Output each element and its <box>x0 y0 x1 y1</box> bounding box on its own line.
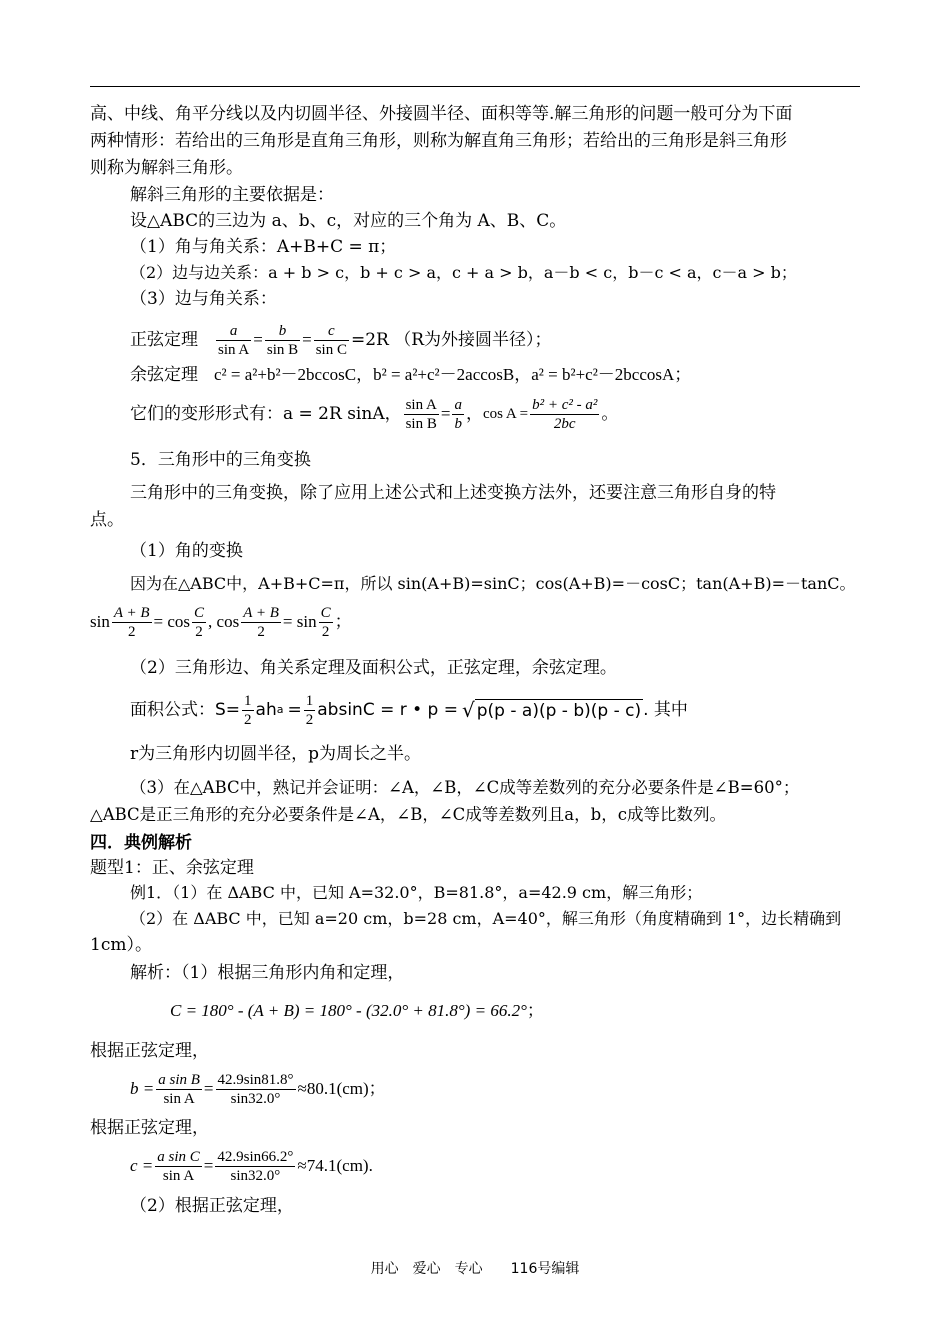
text-line: （3）在△ABC中，熟记并会证明：∠A，∠B，∠C成等差数列的充分必要条件是∠B=60°； <box>130 778 800 797</box>
fraction: $\frac{b}{\text{sin B}}$ <box>266 322 299 358</box>
area-formula: 面积公式：S= $\frac{1}{2}$ ah a = $\frac{1}{2}$ absinC = r • p = √ p(p - a)(p - b)(p - c) . 其中 <box>130 692 688 728</box>
text-line: （2）边与边关系：a + b > c，b + c > a，c + a > b，a－b < c，b－c < a，c－a > b； <box>130 263 797 282</box>
fraction: $\frac{c}{\text{sin C}}$ <box>315 322 347 358</box>
variant-forms: 它们的变形形式有：a = 2R sinA， $\frac{\text{sin A}}{\text{sin B}}$ = $\frac{a}{b}$ ， cos A = $\frac{\text{b² + c² - a²}}{2bc}$ 。 <box>130 396 619 432</box>
fraction: $\frac{\text{a sin C}}{\text{sin A}}$ <box>157 1148 200 1184</box>
fraction: $\frac{a}{b}$ <box>454 396 462 432</box>
text-line: （2）根据正弦定理， <box>130 1196 294 1216</box>
half-angle-formula: sin $\frac{A + B}{2}$ = cos $\frac{C}{2}$ , cos $\frac{A + B}{2}$ = sin $\frac{C}{2}$ ； <box>90 604 352 640</box>
fraction: $\frac{\text{b² + c² - a²}}{2bc}$ <box>532 396 598 432</box>
text-line: 点。 <box>90 510 124 530</box>
formula-line: C = 180° - (A + B) = 180° - (32.0° + 81.8°) = 66.2°； <box>170 1001 544 1020</box>
page-footer: 用心 爱心 专心 116号编辑 <box>370 1261 580 1277</box>
text-line: （2）三角形边、角关系定理及面积公式，正弦定理，余弦定理。 <box>130 658 617 678</box>
text-line: 根据正弦定理， <box>90 1118 209 1138</box>
fraction: $\frac{C}{2}$ <box>194 604 205 640</box>
fraction: $\frac{C}{2}$ <box>320 604 331 640</box>
text-line: 因为在△ABC中，A+B+C=π，所以 sin(A+B)=sinC；cos(A+B)=－cosC；tan(A+B)=－tanC。 <box>130 574 856 593</box>
text-line: 例1．（1）在 ΔABC 中，已知 A=32.0°，B=81.8°，a=42.9 cm，解三角形； <box>130 883 703 902</box>
fraction: $\frac{A + B}{2}$ <box>243 604 279 640</box>
text-line: 根据正弦定理， <box>90 1041 209 1061</box>
formula-b: b = $\frac{\text{a sin B}}{\text{sin A}}$ = $\frac{42.9\sin 81.8^\circ}{\sin 32.0^\circ}$ ≈80.1(cm)； <box>130 1071 386 1107</box>
text-line: 两种情形：若给出的三角形是直角三角形，则称为解直角三角形；若给出的三角形是斜三角形 <box>90 131 787 151</box>
sine-law: 正弦定理 $\frac{a}{\text{sin A}}$ = $\frac{b}{\text{sin B}}$ = $\frac{c}{\text{sin C}}$ =2R （R为外接圆半径）； <box>130 322 552 358</box>
fraction: $\frac{\text{sin A}}{\text{sin B}}$ <box>405 396 437 432</box>
section-heading: 四．典例解析 <box>90 833 192 853</box>
text-line: 解析：（1）根据三角形内角和定理， <box>130 963 405 983</box>
text-line: △ABC是正三角形的充分必要条件是∠A，∠B，∠C成等差数列且a，b，c成等比数列。 <box>90 805 726 824</box>
fraction: $\frac{42.9\sin 81.8^\circ}{\sin 32.0^\circ}$ <box>217 1071 294 1107</box>
text-line: 题型1：正、余弦定理 <box>90 858 254 878</box>
text-line: （3）边与角关系： <box>130 289 277 309</box>
text-line: 三角形中的三角变换，除了应用上述公式和上述变换方法外，还要注意三角形自身的特 <box>130 483 776 503</box>
text-line: （1）角与角关系：A+B+C = π； <box>130 237 397 257</box>
text-line: r为三角形内切圆半径，p为周长之半。 <box>130 744 422 764</box>
text-line: 1cm）。 <box>90 935 152 955</box>
fraction: $\frac{a}{\text{sin A}}$ <box>218 322 250 358</box>
text-line: （1）角的变换 <box>130 541 243 561</box>
fraction: $\frac{42.9\sin 66.2^\circ}{\sin 32.0^\circ}$ <box>217 1148 294 1184</box>
text-line: 则称为解斜三角形。 <box>90 158 243 178</box>
text-line: （2）在 ΔABC 中，已知 a=20 cm，b=28 cm，A=40°，解三角形（角度精确到 1°，边长精确到 <box>130 909 842 928</box>
fraction: $\frac{A + B}{2}$ <box>113 604 150 640</box>
fraction: $\frac{1}{2}$ <box>244 692 252 728</box>
fraction: $\frac{1}{2}$ <box>305 692 314 728</box>
cosine-law: 余弦定理 c² = a²+b²－2bccosC，b² = a²+c²－2accosB，a² = b²+c²－2bccosA； <box>130 365 692 385</box>
text-line: 高、中线、角平分线以及内切圆半径、外接圆半径、面积等等.解三角形的问题一般可分为下面 <box>90 104 793 124</box>
section-title: 5．三角形中的三角变换 <box>130 450 311 470</box>
text-line: 解斜三角形的主要依据是： <box>130 185 334 205</box>
header-rule <box>90 86 860 87</box>
formula-c: c = $\frac{\text{a sin C}}{\text{sin A}}$ = $\frac{42.9\sin 66.2^\circ}{\sin 32.0^\circ}$ ≈74.1(cm). <box>130 1148 373 1184</box>
text-line: 设△ABC的三边为 a、b、c，对应的三个角为 A、B、C。 <box>130 211 567 231</box>
fraction: $\frac{\text{a sin B}}{\text{sin A}}$ <box>158 1071 200 1107</box>
